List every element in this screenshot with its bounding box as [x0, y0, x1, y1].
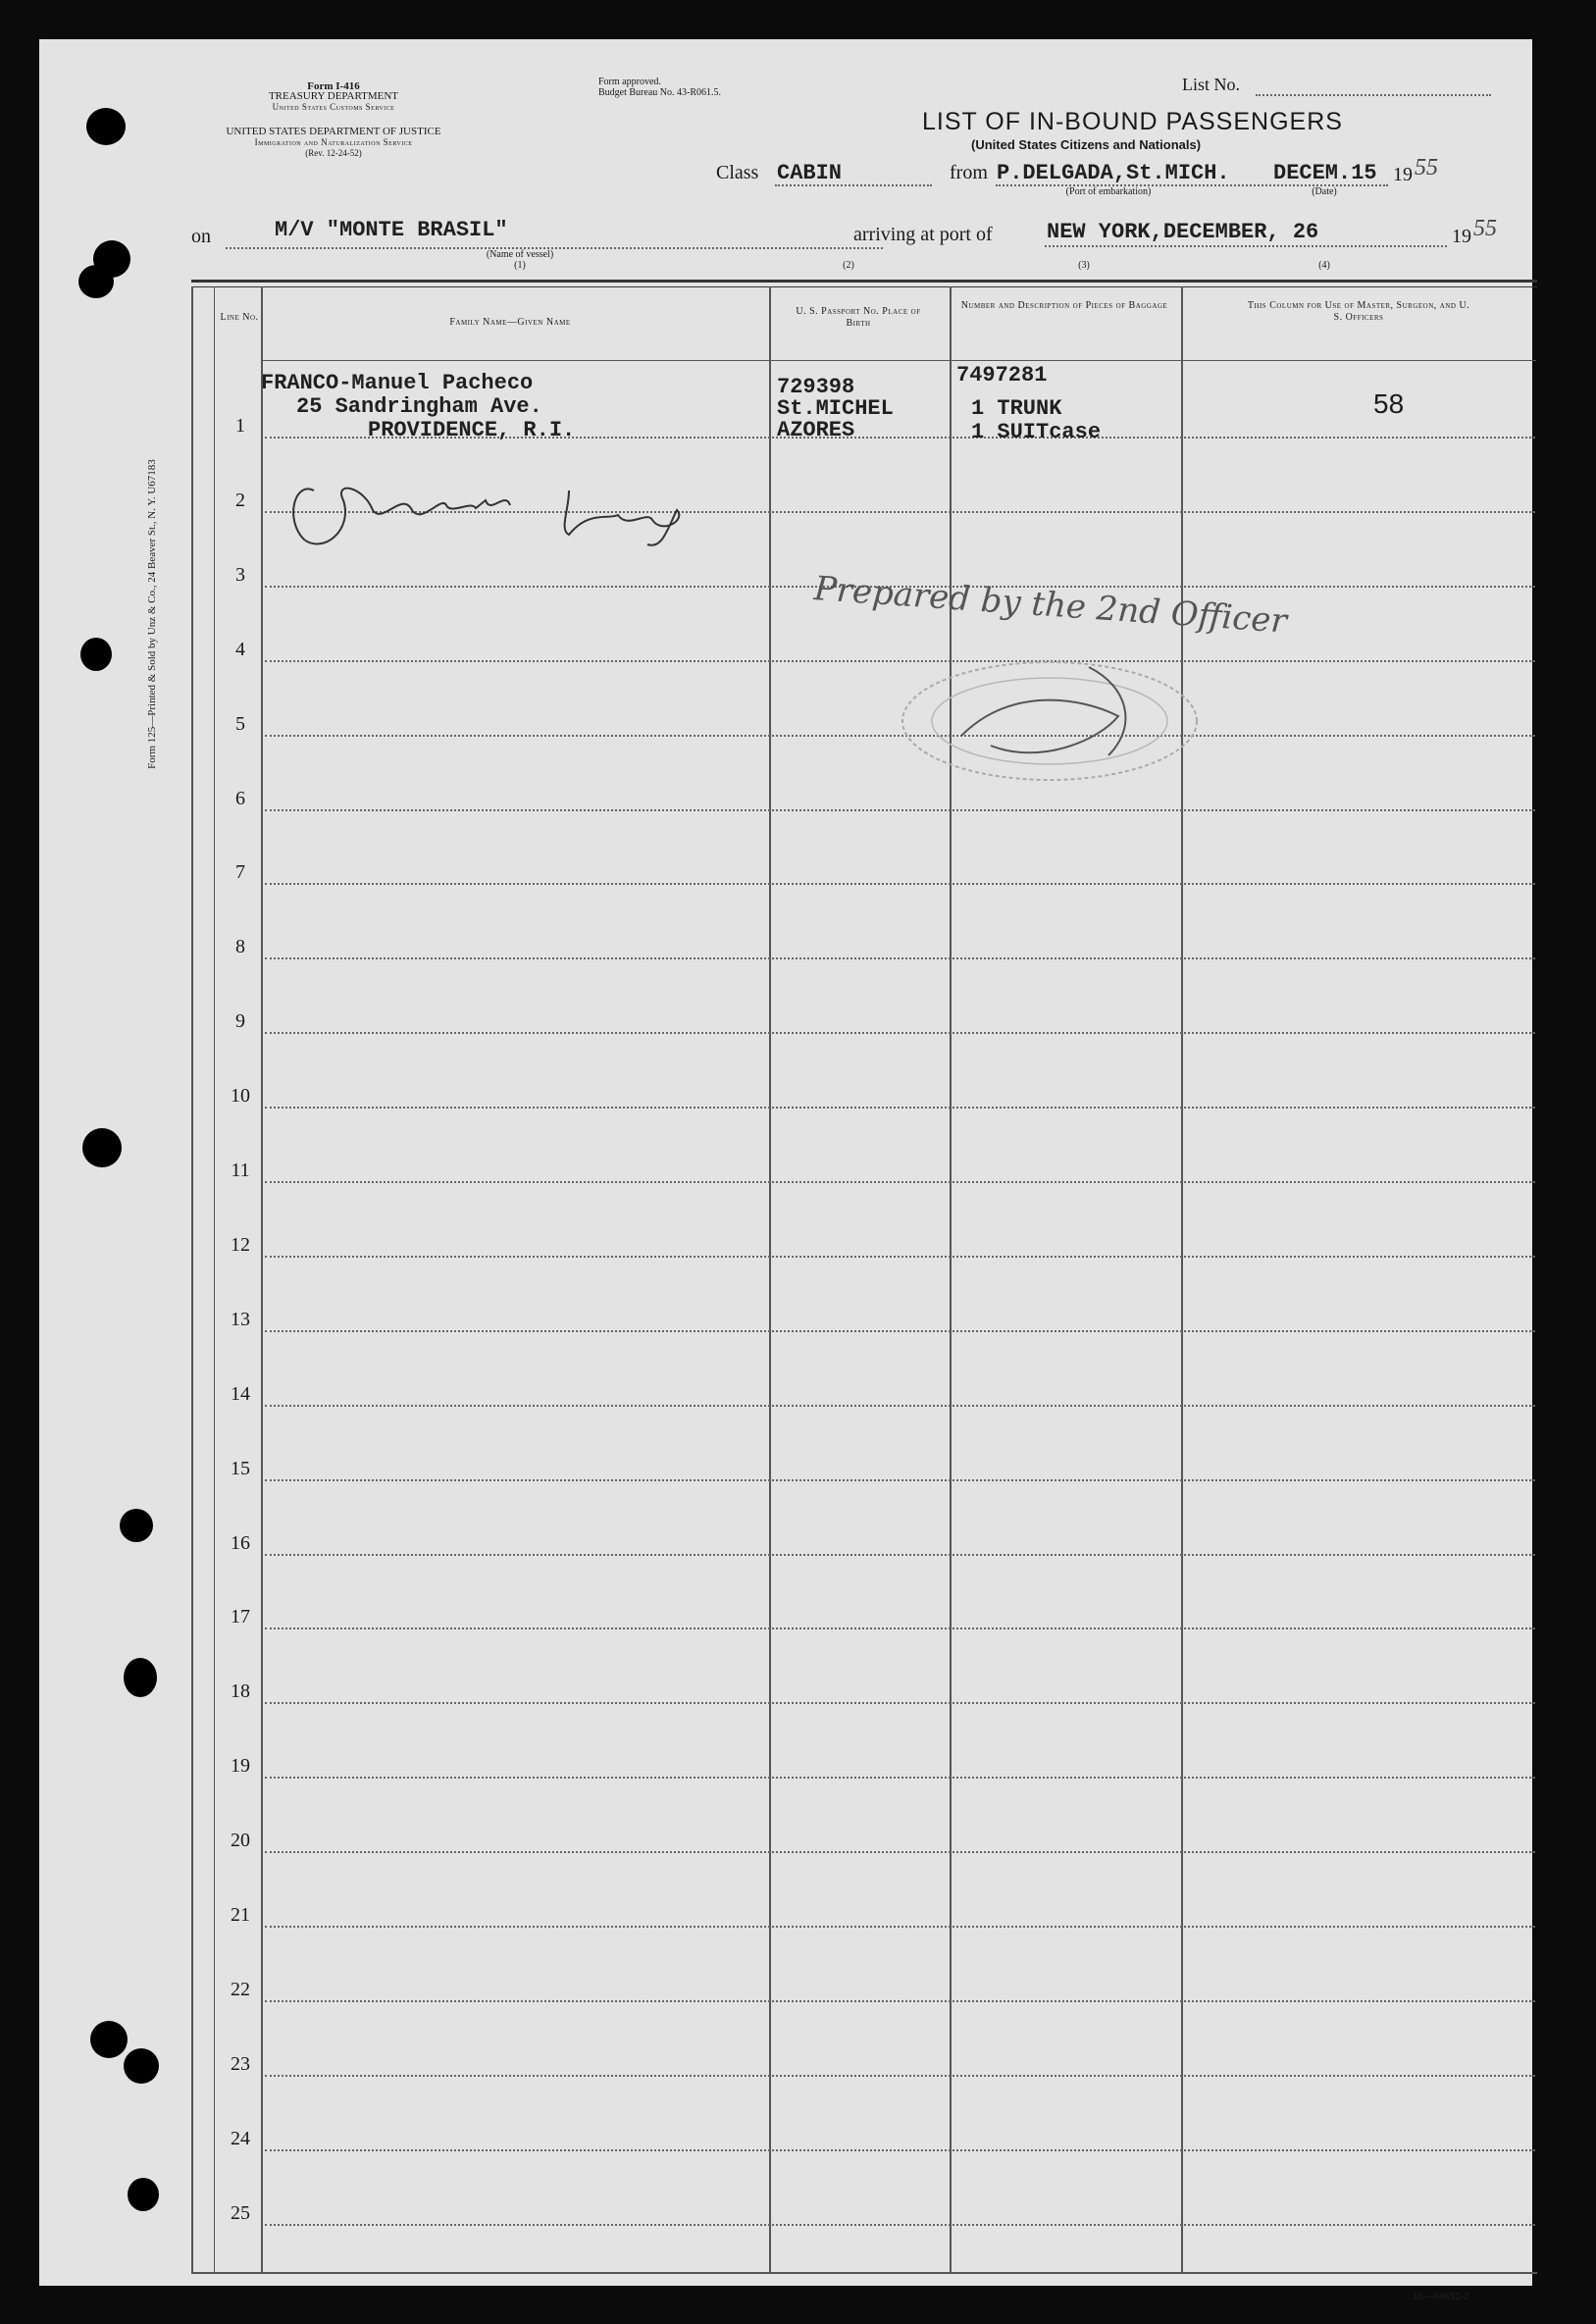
birthplace-2: AZORES [777, 418, 855, 442]
line-number: 8 [235, 936, 245, 958]
header-name: Family Name—Given Name [449, 317, 571, 328]
date-caption: (Date) [1312, 186, 1337, 197]
side-printer-text: Form 125—Printed & Sold by Unz & Co., 24 Beaver St., N. Y. U67183 [146, 459, 158, 769]
class-value: CABIN [777, 161, 843, 185]
line-number: 11 [231, 1160, 250, 1181]
baggage-number: 7497281 [956, 363, 1048, 387]
table-top-rule-2 [191, 286, 1537, 287]
manifest-page [39, 39, 1532, 2302]
row-rule [265, 2149, 1535, 2151]
line-number: 23 [231, 2052, 250, 2075]
ins-service: Immigration and Naturalization Service [254, 137, 413, 147]
punch-hole [80, 638, 112, 671]
punch-hole [86, 108, 126, 145]
line-number: 25 [231, 2201, 250, 2224]
footer-code: 16—54652-2 [1413, 2292, 1469, 2302]
punch-hole [120, 1509, 153, 1542]
treasury-department: TREASURY DEPARTMENT [268, 90, 399, 102]
line-number: 17 [231, 1606, 250, 1628]
caption-4: (4) [1318, 260, 1330, 271]
line-number: 5 [235, 712, 245, 735]
year-value: 55 [1415, 155, 1438, 181]
punch-hole [128, 2178, 159, 2211]
punch-hole [124, 2048, 159, 2084]
header-passport: U. S. Passport No. Place of Birth [796, 306, 921, 329]
from-date: DECEM.15 [1273, 161, 1377, 185]
line-number: 2 [235, 489, 245, 511]
arriving-label: arriving at port of [853, 224, 993, 245]
row-rule [265, 1777, 1535, 1779]
row-rule [265, 1702, 1535, 1704]
form-number: Form I-416 [307, 80, 360, 92]
caption-2: (2) [843, 260, 854, 271]
header-rule [261, 360, 1536, 361]
passenger-address-2: PROVIDENCE, R.I. [368, 418, 576, 442]
official-stamp [893, 647, 1207, 795]
caption-3: (3) [1078, 260, 1090, 271]
port-caption: (Port of embarkation) [1065, 186, 1152, 197]
manifest-title: LIST OF IN-BOUND PASSENGERS [922, 108, 1343, 135]
row-rule [265, 1479, 1535, 1481]
revision-date: (Rev. 12-24-52) [305, 148, 362, 158]
divider-baggage [1181, 286, 1183, 2273]
punch-hole [124, 1658, 157, 1697]
punch-hole [78, 265, 114, 298]
caption-1: (1) [514, 260, 526, 271]
line-number: 4 [235, 638, 245, 660]
vessel-name: M/V "MONTE BRASIL" [275, 218, 508, 242]
arrival-year: 55 [1473, 216, 1497, 241]
line-number: 9 [235, 1010, 245, 1033]
passenger-name: FRANCO-Manuel Pacheco [261, 371, 534, 395]
class-label: Class [716, 162, 759, 183]
officer-mark: 58 [1373, 388, 1405, 419]
line-number: 21 [231, 1904, 250, 1926]
list-no-label: List No. [1182, 75, 1241, 94]
on-label: on [191, 226, 211, 247]
header-baggage: Number and Description of Pieces of Baggage [960, 300, 1168, 311]
row-rule [265, 1554, 1535, 1556]
divider-name [769, 286, 771, 2273]
punch-hole [90, 2021, 128, 2058]
list-no-line [1256, 94, 1491, 96]
line-number: 19 [231, 1755, 250, 1778]
row-rule [265, 1256, 1535, 1258]
baggage-line-2: 1 SUITcase [971, 420, 1102, 444]
passenger-address-1: 25 Sandringham Ave. [296, 394, 542, 419]
customs-service: United States Customs Service [272, 102, 395, 112]
row-rule [265, 883, 1535, 885]
department-justice: UNITED STATES DEPARTMENT OF JUSTICE [226, 126, 441, 137]
table-bottom-rule [191, 2272, 1537, 2274]
row-rule [265, 2000, 1535, 2002]
line-number: 14 [231, 1382, 250, 1405]
form-approved: Form approved. [598, 77, 661, 87]
header-officers: This Column for Use of Master, Surgeon, and U. S. Officers [1247, 300, 1470, 323]
row-rule [265, 1107, 1535, 1109]
row-rule [265, 1330, 1535, 1332]
table-left-border-2 [214, 286, 215, 2273]
line-number: 6 [235, 787, 245, 809]
passenger-signature [275, 451, 736, 559]
line-number: 18 [231, 1680, 250, 1703]
header-line-no: Line No. [220, 312, 259, 323]
punch-hole [82, 1128, 122, 1167]
line-number: 24 [231, 2127, 250, 2149]
row-rule [265, 2224, 1535, 2226]
from-value: P.DELGADA,St.MICH. [997, 161, 1230, 185]
officer-annotation: Prepared by the 2nd Officer [812, 569, 1289, 642]
row-rule [265, 1405, 1535, 1407]
row-rule [265, 957, 1535, 959]
line-number: 12 [231, 1233, 250, 1256]
row-rule [265, 1926, 1535, 1928]
line-number: 16 [231, 1531, 250, 1554]
line-number: 13 [231, 1308, 250, 1330]
passport-number: 729398 [777, 375, 855, 399]
line-number: 10 [231, 1085, 250, 1108]
table-top-rule [191, 280, 1537, 283]
row-rule [265, 1181, 1535, 1183]
table-left-border [191, 286, 193, 2273]
arrival-value: NEW YORK,DECEMBER, 26 [1047, 220, 1319, 244]
row-rule [265, 809, 1535, 811]
birthplace-1: St.MICHEL [777, 396, 894, 421]
from-label: from [950, 162, 988, 183]
row-rule [265, 2075, 1535, 2077]
row-rule [265, 1032, 1535, 1034]
vessel-caption: (Name of vessel) [486, 249, 554, 260]
line-number: 3 [235, 563, 245, 586]
line-number: 15 [231, 1457, 250, 1479]
row-rule [265, 1851, 1535, 1853]
class-line [775, 184, 932, 186]
year-prefix: 19 [1393, 164, 1413, 185]
arrival-year-prefix: 19 [1452, 226, 1471, 247]
baggage-line-1: 1 TRUNK [971, 396, 1062, 421]
line-number: 22 [231, 1978, 250, 2000]
budget-bureau: Budget Bureau No. 43-R061.5. [598, 87, 721, 98]
line-number: 20 [231, 1830, 250, 1852]
arrival-line [1045, 245, 1447, 247]
line-number: 7 [235, 861, 245, 884]
manifest-subtitle: (United States Citizens and Nationals) [971, 137, 1202, 152]
row-rule [265, 1627, 1535, 1629]
line-number: 1 [235, 415, 245, 437]
